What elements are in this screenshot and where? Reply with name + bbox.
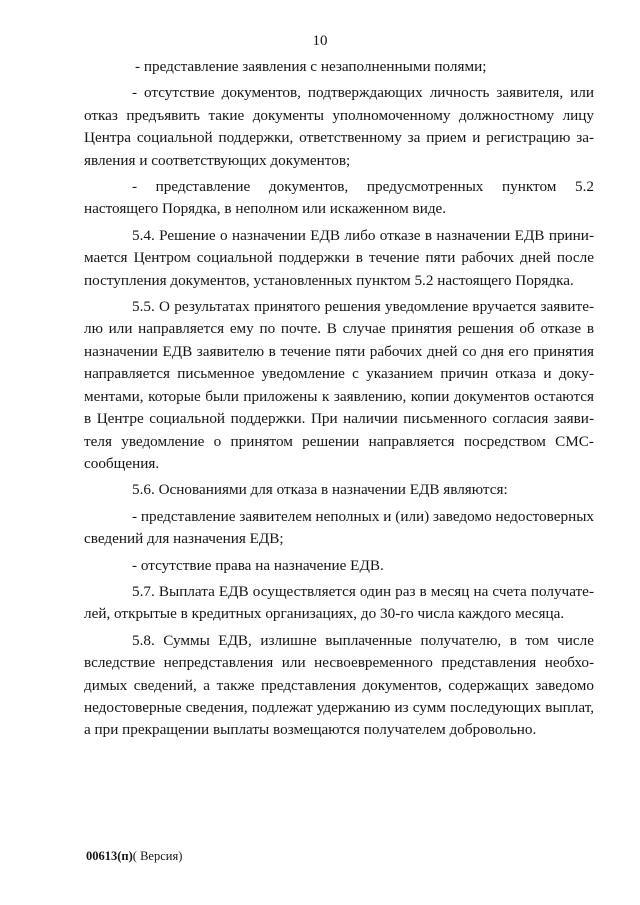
- paragraph-incomplete-info: - представление заявителем неполных и (или) заведомо недостоверных сведений для назначения ЕДВ;: [84, 507, 594, 548]
- page-number: 10: [312, 33, 328, 49]
- paragraph-5-4: 5.4. Решение о назначении ЕДВ либо отказе в назначении ЕДВ принимается Центром социальной поддержки в течение пяти рабочих дней после поступления документов, установленных пунктом 5.2 настоящего Порядка.: [84, 226, 594, 289]
- document-footer: [86, 849, 182, 864]
- paragraph-5-5: 5.5. О результатах принятого решения уведомление вручается заявителю или направляется ему по почте. В случае принятия решения об отказе в назначении ЕДВ заявителю в течение пяти рабочих дней со дня его принятия направляется письменное уведомление с указанием причин отказа и документами, которые были приложены к заявлению, копии документов остаются в Центре социальной поддержки. При наличии письменного согласия заявителя уведомление о принятом решении направляется посредством СМС-сообщения.: [84, 298, 594, 472]
- paragraph-5-6: 5.6. Основаниями для отказа в назначении ЕДВ являются:: [132, 481, 508, 499]
- footer-version: ( Версия): [132, 849, 183, 863]
- paragraph-missing-id-documents: - отсутствие документов, подтверждающих личность заявителя, или отказ предъявить такие документы уполномоченному должностному лицу Центра социальной поддержки, ответственному за прием и регистрацию заявления и соответствующих документов;: [84, 84, 594, 169]
- paragraph-no-right: - отсутствие права на назначение ЕДВ.: [132, 556, 384, 574]
- paragraph-5-8: 5.8. Суммы ЕДВ, излишне выплаченные получателю, в том числе вследствие непредставления или несвоевременного представления необходимых сведений, а также представления документов, содержащих заведомо недостоверные сведения, подлежат удержанию из сумм последующих выплат, а при прекращении выплаты возмещаются получателем добровольно.: [84, 631, 594, 739]
- footer-document-code: 00613(п): [86, 849, 133, 863]
- document-body: [84, 56, 594, 746]
- paragraph-5-7: 5.7. Выплата ЕДВ осуществляется один раз в месяц на счета получателей, открытые в кредитных организациях, до 30-го числа каждого месяца.: [84, 582, 594, 623]
- paragraph-incomplete-documents: - представление документов, предусмотренных пунктом 5.2 настоящего Порядка, в неполном или искаженном виде.: [84, 178, 594, 218]
- paragraph-empty-fields: - представление заявления с незаполненными полями;: [135, 58, 487, 75]
